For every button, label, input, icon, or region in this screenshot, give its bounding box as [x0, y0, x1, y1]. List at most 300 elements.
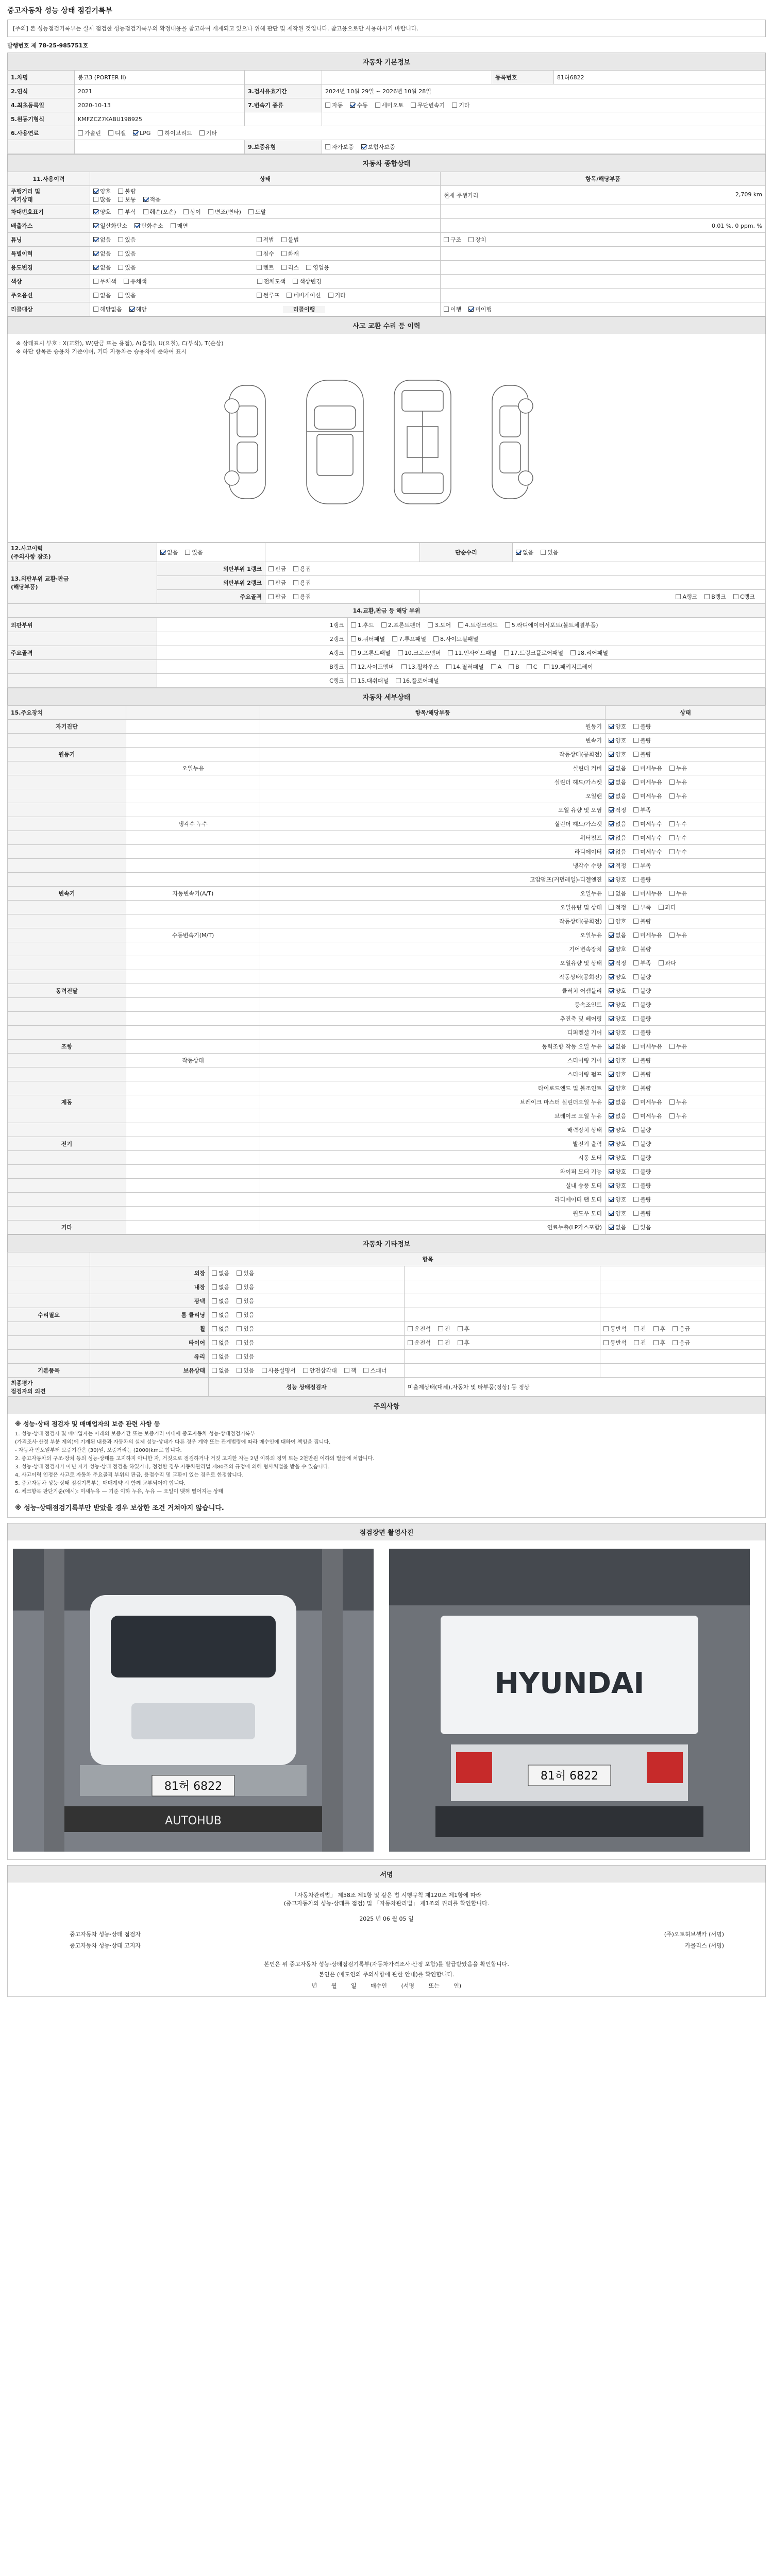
valid-label: 3.검사유효기간 — [245, 84, 322, 98]
checkbox-option: 양호 — [609, 1154, 626, 1162]
checkbox-icon — [505, 622, 510, 628]
checkbox-option: 불량 — [633, 875, 651, 884]
checkbox-icon — [171, 223, 176, 228]
checkbox-icon — [633, 807, 638, 812]
checkbox-icon — [237, 1284, 242, 1290]
detail-row: 제동 브레이크 마스터 실린더오일 누유 없음 미세누유 누유 — [8, 1095, 766, 1109]
checkbox-option: 안전삼각대 — [303, 1366, 337, 1375]
checkbox-icon — [351, 664, 356, 669]
checkbox-option: 미세누수 — [633, 848, 662, 856]
section-general-header: 자동차 종합상태 — [7, 154, 766, 172]
checkbox-icon — [609, 1197, 614, 1202]
checkbox-option: 불량 — [633, 736, 651, 744]
checkbox-option: 있음 — [237, 1352, 254, 1361]
checkbox-option: 전 — [438, 1325, 450, 1333]
checkbox-option: 2.프론트펜더 — [381, 621, 421, 629]
front-plate-text: 81허 6822 — [164, 1780, 223, 1793]
checkbox-icon — [609, 1183, 614, 1188]
checkbox-icon — [633, 1030, 638, 1035]
checkbox-icon — [609, 1044, 614, 1049]
checkbox-icon — [633, 946, 638, 952]
checkbox-icon — [448, 650, 453, 655]
checkbox-option: 있음 — [118, 249, 136, 258]
checkbox-option: 변조(변타) — [208, 208, 241, 216]
checkbox-option: 부족 — [633, 959, 651, 967]
checkbox-option: 양호 — [609, 1014, 626, 1023]
checkbox-option: 운전석 — [408, 1338, 431, 1347]
trans-label: 7.변속기 종류 — [245, 98, 322, 112]
checkbox-icon — [673, 1340, 678, 1345]
checkbox-icon — [633, 724, 638, 729]
checkbox-option: 동반석 — [603, 1325, 627, 1333]
checkbox-option: 탄화수소 — [135, 222, 163, 230]
checkbox-icon — [350, 103, 355, 108]
checkbox-option: 불량 — [633, 1001, 651, 1009]
checkbox-option: 누유 — [669, 792, 687, 800]
checkbox-option: 있음 — [118, 263, 136, 272]
detail-row: 변속기 자동변속기(A/T) 오일누유 없음 미세누유 누유 — [8, 887, 766, 901]
detail-row: 스티어링 펌프 양호 불량 — [8, 1067, 766, 1081]
checkbox-icon — [633, 1072, 638, 1077]
checkbox-icon — [257, 251, 262, 256]
checkbox-icon — [634, 1326, 639, 1331]
other-row: 타이어 없음 있음 운전석 전 후 동반석 전 후 응급 — [8, 1336, 766, 1350]
checkbox-icon — [653, 1340, 659, 1345]
fuel-label: 6.사용연료 — [8, 126, 75, 140]
checkbox-option: 3.도어 — [428, 621, 451, 629]
checkbox-option: 있음 — [633, 1223, 651, 1231]
reg-no-value: 81허6822 — [554, 71, 766, 84]
car-name-value: 봉고3 (PORTER II) — [75, 71, 245, 84]
checkbox-option: 없음 — [160, 548, 178, 556]
diagram-legend-note: ※ 하단 항목은 승용차 기준이며, 기타 자동차는 승용차에 준하여 표시 — [16, 348, 187, 355]
checkbox-icon — [609, 1211, 614, 1216]
checkbox-option: 불량 — [633, 722, 651, 731]
checkbox-icon — [281, 265, 287, 270]
checkbox-icon — [458, 1326, 463, 1331]
checkbox-option: LPG — [133, 130, 150, 137]
detail-row: 디퍼렌셜 기어 양호 불량 — [8, 1026, 766, 1040]
warranty-label: 9.보증유형 — [245, 140, 322, 154]
checkbox-icon — [633, 1058, 638, 1063]
checkbox-option: 양호 — [609, 1084, 626, 1092]
other-row: 기본품목 보유상태 없음 있음 사용설명서 안전삼각대 잭 스패너 — [8, 1364, 766, 1378]
valid-value: 2024년 10월 29일 ~ 2026년 10월 28일 — [322, 84, 766, 98]
inspector-opinion: 미출제상태(대체),자동차 및 타부품(정상) 등 정상 — [405, 1378, 766, 1397]
checkbox-option: 8.사이드실패널 — [433, 635, 478, 643]
checkbox-icon — [328, 293, 333, 298]
checkbox-icon — [633, 821, 638, 826]
checkbox-icon — [633, 1211, 638, 1216]
checkbox-option: 불법 — [281, 235, 299, 244]
checkbox-icon — [669, 849, 675, 854]
checkbox-icon — [257, 279, 262, 284]
checkbox-icon — [609, 807, 614, 812]
detail-row: 기타 연료누출(LP가스포함) 없음 있음 — [8, 1221, 766, 1234]
checkbox-icon — [446, 664, 451, 669]
checkbox-icon — [344, 1368, 349, 1373]
checkbox-option: 도말 — [248, 208, 266, 216]
checkbox-option: 양호 — [609, 1140, 626, 1148]
checkbox-option: 있음 — [237, 1283, 254, 1291]
checkbox-option: 없음 — [93, 263, 111, 272]
diagram-legend: ※ 상태표시 부호 : X(교환), W(판금 또는 용접), A(흠집), U(요철), C(부식), T(손상) — [16, 340, 224, 347]
checkbox-option: 없음 — [609, 889, 626, 897]
checkbox-option: 무채색 — [93, 277, 116, 285]
checkbox-option: 영업용 — [306, 263, 329, 272]
sign-date: 2025 년 06 월 05 일 — [359, 1916, 414, 1922]
checkbox-option: 양호 — [609, 973, 626, 981]
emission-value: 0.01 %, 0 ppm, % — [441, 219, 766, 233]
checkbox-icon — [609, 1086, 614, 1091]
checkbox-option: 이행 — [444, 305, 461, 313]
checkbox-icon — [609, 974, 614, 979]
checkbox-option: 보험사보증 — [361, 143, 395, 151]
checkbox-icon — [433, 636, 439, 641]
checkbox-option: 미세누유 — [633, 931, 662, 939]
checkbox-icon — [398, 650, 403, 655]
checkbox-option: 운전석 — [408, 1325, 431, 1333]
checkbox-option: 수동 — [350, 101, 367, 109]
checkbox-option: 적법 — [257, 235, 274, 244]
checkbox-icon — [108, 130, 113, 135]
detail-row: 오일누유 실린더 커버 없음 미세누유 누유 — [8, 761, 766, 775]
checkbox-icon — [676, 594, 681, 599]
checkbox-icon — [669, 891, 675, 896]
checkbox-option: 불량 — [633, 1028, 651, 1037]
parts-row: 외판부위 1랭크 1.후드 2.프론트펜더 3.도어 4.트렁크리드 5.라디에이터서포트(볼트체결부품) — [8, 618, 766, 632]
checkbox-option: 기타 — [452, 101, 469, 109]
section-basic-header: 자동차 기본정보 — [7, 53, 766, 70]
checkbox-option: 없음 — [516, 548, 533, 556]
checkbox-option: 불량 — [633, 987, 651, 995]
checkbox-option: 스패너 — [363, 1366, 386, 1375]
checkbox-icon — [143, 197, 148, 202]
checkbox-option: 후 — [653, 1325, 666, 1333]
checkbox-option: 화재 — [281, 249, 299, 258]
checkbox-option: 있음 — [541, 548, 558, 556]
checkbox-option: 14.필러패널 — [446, 663, 484, 671]
checkbox-icon — [633, 752, 638, 757]
checkbox-icon — [516, 550, 521, 555]
checkbox-icon — [118, 293, 123, 298]
checkbox-icon — [609, 849, 614, 854]
checkbox-option: 디젤 — [108, 129, 126, 137]
checkbox-icon — [633, 988, 638, 993]
checkbox-icon — [212, 1270, 217, 1276]
checkbox-option: 렌트 — [257, 263, 274, 272]
document-number: 발행번호 제 78-25-985751호 — [7, 42, 89, 49]
checkbox-option: A — [491, 664, 502, 670]
checkbox-option: 미세누유 — [633, 792, 662, 800]
checkbox-icon — [452, 103, 457, 108]
checkbox-icon — [325, 144, 330, 149]
checkbox-option: 미이행 — [468, 305, 492, 313]
checkbox-icon — [268, 594, 274, 599]
rear-photo — [389, 1549, 750, 1852]
checkbox-icon — [609, 891, 614, 896]
accident-table: 12.사고이력 (주의사항 참조) 없음 있음 단순수리 없음 있음 13.외판부위 교환·판금 (해당부품) 외판부위 1랭크 판금 용접 외판부위 2랭크 판금 용접 주요골격 판금 용접 A랭크 B랭크 C랭크 14.교환,판금 등 해당 부위 — [7, 543, 766, 618]
checkbox-icon — [185, 550, 190, 555]
checkbox-icon — [603, 1326, 609, 1331]
checkbox-option: 후 — [653, 1338, 666, 1347]
checkbox-option: 과다 — [659, 903, 676, 911]
checkbox-option: 부식 — [118, 208, 136, 216]
checkbox-option: 있음 — [118, 291, 136, 299]
detail-row: 냉각수 수량 적정 부족 — [8, 859, 766, 873]
checkbox-icon — [609, 779, 614, 785]
checkbox-option: 무단변속기 — [411, 101, 445, 109]
motor-value: KMFZCZ7KABU198925 — [75, 112, 245, 126]
checkbox-icon — [609, 724, 614, 729]
checkbox-icon — [609, 752, 614, 757]
checkbox-icon — [633, 1113, 638, 1118]
checkbox-option: 가솔린 — [78, 129, 101, 137]
checkbox-icon — [609, 1099, 614, 1105]
checkbox-option: 있음 — [118, 235, 136, 244]
checkbox-option: 없음 — [609, 834, 626, 842]
page-title: 중고자동차 성능 상태 점검기록부 — [7, 7, 112, 15]
checkbox-option: 없음 — [212, 1311, 229, 1319]
checkbox-option: 부족 — [633, 903, 651, 911]
checkbox-option: 미세누수 — [633, 820, 662, 828]
checkbox-option: B — [509, 664, 519, 670]
checkbox-option: A랭크 — [676, 592, 697, 601]
general-table: 11.사용이력 상태 항목/해당부품 주행거리 및 계기상태 양호 불량 많음 보통 적음 현재 주행거리 2,709 km 차대번호표기 양호 부식 훼손(오손) 상이 변조(변타) 도말 배출가스 일산화탄소 탄화수소 매연 0.01 %, 0 ppm, % 튜닝 없음 있음 적법 불법 구조 장치 특별이력 없음 있음 침수 화재 용도변경 없음 있음 렌트 리스 영업용 색상 무채색 유채색 전체도색 색상변경 주요옵션 없음 있음 썬루프 네비게이션 기타 리콜대상 해당없음 해당 리콜이행 이행 미이행 — [7, 172, 766, 316]
checkbox-icon — [303, 1368, 308, 1373]
checkbox-option: 미세누유 — [633, 778, 662, 786]
checkbox-option: 전체도색 — [257, 277, 286, 285]
checkbox-option: 미세누유 — [633, 1112, 662, 1120]
checkbox-icon — [212, 1354, 217, 1359]
checkbox-option: 누유 — [669, 1098, 687, 1106]
checkbox-option: 양호 — [609, 1001, 626, 1009]
checkbox-option: 과다 — [659, 959, 676, 967]
checkbox-option: 해당 — [129, 305, 147, 313]
checkbox-icon — [293, 580, 298, 585]
front-photo — [13, 1549, 374, 1852]
section-sign-header: 서명 — [7, 1865, 766, 1883]
checkbox-icon — [609, 835, 614, 840]
checkbox-icon — [306, 265, 311, 270]
mileage-label: 주행거리 및 계기상태 — [8, 186, 90, 205]
other-row: 유리 없음 있음 — [8, 1350, 766, 1364]
checkbox-icon — [199, 130, 205, 135]
checkbox-option: 5.라디에이터서포트(볼트체결부품) — [505, 621, 598, 629]
checkbox-option: 불량 — [633, 750, 651, 758]
checkbox-icon — [468, 307, 474, 312]
checkbox-icon — [633, 766, 638, 771]
caution-item: (가격조사·산정 부분 제외)에 기재된 내용과 자동차의 실제 성능·상태가 다른 경우 계약 또는 관계법령에 따라 매수인에 대하여 책임을 집니다. — [15, 1439, 331, 1445]
checkbox-icon — [118, 237, 123, 242]
checkbox-icon — [633, 1197, 638, 1202]
other-row: 외장 없음 있음 — [8, 1266, 766, 1280]
checkbox-icon — [237, 1368, 242, 1373]
checkbox-option: 있음 — [237, 1311, 254, 1319]
checkbox-option: 장치 — [468, 235, 486, 244]
checkbox-icon — [669, 779, 675, 785]
checkbox-icon — [268, 580, 274, 585]
checkbox-icon — [93, 197, 98, 202]
checkbox-option: 있음 — [237, 1297, 254, 1305]
checkbox-option: 훼손(오손) — [143, 208, 176, 216]
checkbox-icon — [361, 144, 366, 149]
checkbox-icon — [93, 209, 98, 214]
checkbox-option: 자동 — [325, 101, 343, 109]
checkbox-option: 불량 — [633, 917, 651, 925]
checkbox-icon — [509, 664, 514, 669]
checkbox-option: 불량 — [633, 1056, 651, 1064]
checkbox-icon — [135, 223, 140, 228]
detail-row: 냉각수 누수 실린더 헤드/가스켓 없음 미세누수 누수 — [8, 817, 766, 831]
caution-item: - 자동차 인도일부터 보증기간은 (30)일, 보증거리는 (2000)km로 합니다. — [15, 1448, 182, 1453]
checkbox-icon — [212, 1368, 217, 1373]
checkbox-option: 누유 — [669, 1112, 687, 1120]
checkbox-option: 미세누유 — [633, 1042, 662, 1050]
checkbox-icon — [293, 566, 298, 571]
checkbox-icon — [544, 664, 549, 669]
checkbox-icon — [212, 1312, 217, 1317]
caution-item: 4. 사고이력 인정은 사고로 자동차 주요골격 부위의 판금, 용접수리 및 교환이 있는 경우로 한정합니다. — [15, 1472, 244, 1478]
checkbox-icon — [609, 946, 614, 952]
checkbox-icon — [363, 1368, 368, 1373]
lift-brand-text: AUTOHUB — [165, 1815, 222, 1827]
checkbox-icon — [444, 307, 449, 312]
detail-row: 브레이크 오일 누유 없음 미세누유 누유 — [8, 1109, 766, 1123]
checkbox-option: 판금 — [268, 579, 286, 587]
checkbox-option: 양호 — [609, 750, 626, 758]
checkbox-icon — [609, 1113, 614, 1118]
checkbox-icon — [633, 933, 638, 938]
detail-row: 라디에이터 없음 미세누수 누수 — [8, 845, 766, 859]
checkbox-option: 자가보증 — [325, 143, 354, 151]
checkbox-icon — [133, 130, 138, 135]
checkbox-option: 있음 — [185, 548, 203, 556]
basic-info-table — [7, 70, 766, 154]
checkbox-icon — [633, 1002, 638, 1007]
checkbox-icon — [669, 793, 675, 799]
checkbox-option: C랭크 — [733, 592, 755, 601]
checkbox-option: 양호 — [609, 987, 626, 995]
detail-row: 와이퍼 모터 기능 양호 불량 — [8, 1165, 766, 1179]
checkbox-option: 누유 — [669, 1042, 687, 1050]
checkbox-option: 있음 — [237, 1366, 254, 1375]
detail-row: 워터펌프 없음 미세누수 누수 — [8, 831, 766, 845]
checkbox-icon — [212, 1298, 217, 1303]
checkbox-icon — [325, 103, 330, 108]
checkbox-icon — [293, 594, 298, 599]
detail-row: 오일팬 없음 미세누유 누유 — [8, 789, 766, 803]
checkbox-option: 적정 — [609, 903, 626, 911]
checkbox-icon — [634, 1340, 639, 1345]
other-row: 휠 없음 있음 운전석 전 후 동반석 전 후 응급 — [8, 1322, 766, 1336]
brand-text: HYUNDAI — [494, 1667, 645, 1700]
checkbox-icon — [237, 1298, 242, 1303]
checkbox-option: 17.트렁크플로어패널 — [504, 649, 564, 657]
buyer-signature-fields: 년 월 일 매수인 (서명 또는 인) — [311, 1982, 462, 1989]
caution-item: 6. 체크항목 판단기준(예시): 미세누유 — 기준 이하 누유, 누유 — 오일이 맺혀 떨어지는 상태 — [15, 1489, 223, 1495]
checkbox-option: 용접 — [293, 565, 311, 573]
parts-row: 주요골격 A랭크 9.프론트패널 10.크로스멤버 11.인사이드패널 17.트렁크플로어패널 18.리어패널 — [8, 646, 766, 660]
checkbox-icon — [609, 1030, 614, 1035]
warranty-options — [322, 140, 766, 154]
checkbox-icon — [669, 766, 675, 771]
checkbox-icon — [118, 197, 123, 202]
checkbox-icon — [609, 1016, 614, 1021]
detail-row: 고압펌프(커먼레일)-디젤엔진 양호 불량 — [8, 873, 766, 887]
checkbox-option: 불량 — [633, 1154, 651, 1162]
checkbox-icon — [609, 1169, 614, 1174]
checkbox-icon — [609, 1127, 614, 1132]
detail-table: 15.주요장치 항목/해당부품 상태 자기진단 원동기 양호 불량 변속기 양호 불량 원동기 작동상태(공회전) 양호 불량 오일누유 실린더 커버 없음 미세누유 누유 실린더 헤드/가스켓 없음 미세누유 누유 오일팬 없음 미세누유 누유 오일 유량 및 오염 적정 부족 냉각수 누수 실린더 헤드/가스켓 없음 미세누수 누수 워터펌프 없음 미세누수 누수 라디에이터 없음 미세누수 누수 냉각수 수량 적정 부족 고압펌프(커먼레일)-디젤엔진 양호 불량 변속기 자동변속기(A/T) 오일누유 없음 미세누유 누유 오일유량 및 상태 적정 부족 과다 작동상태(공회전) 양호 불량 수동변속기(M/T) 오일누유 없음 미세누유 누유 기어변속장치 양호 불량 오일유량 및 상태 적정 부족 과다 작동상태(공회전) 양호 불량 동력전달 클러치 어셈블리 양호 불량 등속조인트 양호 불량 추진축 및 베어링 양호 불량 디퍼렌셜 기어 양호 불량 조향 동력조향 작동 오일 누유 없음 미세누유 누유 작동상태 스티어링 기어 양호 불량 스티어링 펌프 양호 불량 타이로드엔드 및 볼조인트 양호 불량 제동 브레이크 마스터 실린더오일 누유 없음 미세누유 누유 브레이크 오일 누유 없음 미세누유 누유 배력장치 상태 양호 불량 전기 발전기 출력 양호 불량 시동 모터 양호 불량 와이퍼 모터 기능 양호 불량 실내 송풍 모터 양호 불량 라디에이터 팬 모터 양호 불량 윈도우 모터 양호 불량 기타 연료누출(LP가스포함) 없음 있음 — [7, 705, 766, 1234]
checkbox-icon — [212, 1326, 217, 1331]
checkbox-option: 1.후드 — [351, 621, 374, 629]
checkbox-option: 없음 — [609, 778, 626, 786]
checkbox-option: 양호 — [609, 1167, 626, 1176]
checkbox-icon — [633, 835, 638, 840]
checkbox-icon — [411, 103, 416, 108]
checkbox-option: 누유 — [669, 764, 687, 772]
checkbox-icon — [458, 1340, 463, 1345]
checkbox-option: 없음 — [212, 1269, 229, 1277]
car-outline-diagram — [224, 375, 544, 509]
checkbox-icon — [257, 293, 262, 298]
checkbox-icon — [669, 1044, 675, 1049]
checkbox-option: 15.대쉬패널 — [351, 676, 389, 685]
checkbox-icon — [633, 1016, 638, 1021]
detail-row: 실린더 헤드/가스켓 없음 미세누유 누유 — [8, 775, 766, 789]
checkbox-icon — [78, 130, 83, 135]
checkbox-icon — [633, 863, 638, 868]
checkbox-option: C — [527, 664, 537, 670]
checkbox-icon — [351, 636, 356, 641]
checkbox-icon — [458, 622, 463, 628]
checkbox-icon — [408, 1326, 413, 1331]
caution-item: 5. 중고자동차 성능·상태 점검기록부는 매매계약 시 함께 교부되어야 합니다. — [15, 1481, 186, 1486]
checkbox-icon — [237, 1270, 242, 1276]
parts-table — [7, 618, 766, 688]
checkbox-option: 없음 — [609, 820, 626, 828]
detail-row: 실내 송풍 모터 양호 불량 — [8, 1179, 766, 1193]
checkbox-icon — [633, 974, 638, 979]
checkbox-option: 불량 — [633, 1084, 651, 1092]
section-accident-header: 사고 교환 수리 등 이력 — [7, 316, 766, 334]
checkbox-icon — [268, 566, 274, 571]
checkbox-icon — [609, 919, 614, 924]
checkbox-icon — [396, 678, 401, 683]
checkbox-icon — [609, 766, 614, 771]
detail-row: 등속조인트 양호 불량 — [8, 998, 766, 1012]
checkbox-icon — [609, 863, 614, 868]
checkbox-option: 양호 — [609, 875, 626, 884]
caution-footer: ※ 성능·상태점검기록부만 받았을 경우 보상한 조건 거쳐야지 않습니다. — [15, 1504, 224, 1512]
checkbox-option: 불량 — [633, 1209, 651, 1217]
checkbox-icon — [93, 279, 98, 284]
checkbox-option: 썬루프 — [257, 291, 280, 299]
motor-label: 5.원동기형식 — [8, 112, 75, 126]
checkbox-option: 18.리어패널 — [570, 649, 608, 657]
checkbox-icon — [392, 636, 397, 641]
checkbox-icon — [669, 821, 675, 826]
checkbox-icon — [93, 251, 98, 256]
parts-row: 2랭크 6.쿼터패널 7.루프패널 8.사이드실패널 — [8, 632, 766, 646]
checkbox-option: 7.루프패널 — [392, 635, 426, 643]
checkbox-icon — [248, 209, 254, 214]
checkbox-option: 동반석 — [603, 1338, 627, 1347]
checkbox-icon — [733, 594, 738, 599]
signature-box: 「자동차관리법」 제58조 제1항 및 같은 법 시행규칙 제120조 제1항에 따라 (중고자동차의 성능·상태를 점검) 및 「자동차관리법」 제1조의 권리를 확인합니다. 2025 년 06 월 05 일 중고자동차 성능·상태 점검자 (주)오토허브셀카 (서명) 중고자동차 성능·상태 고지자 카몰리스 (서명) 본인은 위 중고자동차 성능·상태점검기록부(자동차가격조사·산정 포함)를 발급받았음을 확인합니다. 본인은 (매도인의 주의사항에 관한 안내)를 확인합니다. 년 월 일 매수인 (서명 또는 인) — [7, 1883, 766, 1997]
checkbox-icon — [237, 1354, 242, 1359]
